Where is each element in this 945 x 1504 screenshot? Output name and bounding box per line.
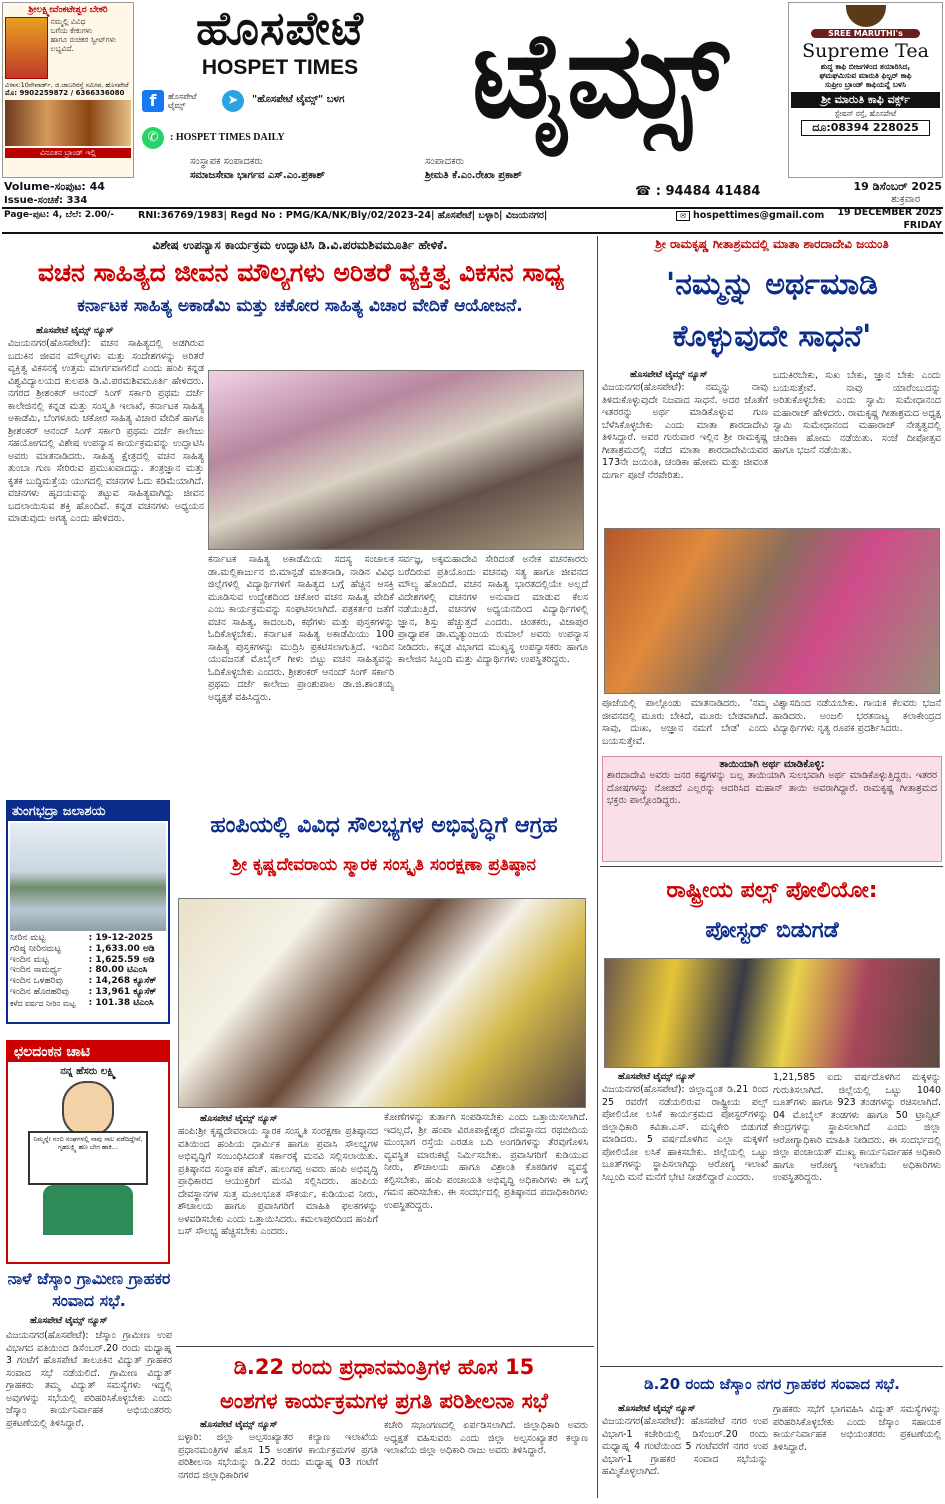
story4-photo [178,898,586,1108]
tea-product: Supreme Tea [802,40,929,62]
story1-column-2: ಕರ್ನಾಟಕ ಸಾಹಿತ್ಯ ಅಕಾಡೆಮಿಯ ಸದಸ್ಯ ಸಂಚಾಲಕ ಡಾ.ಮಲ್ಲಿಕಾರ್ಜುನ ಬಿ.ಮಾನ್ಪಡೆ ಮಾತನಾಡಿ, ನಾಡಿನ ವಿವಿಧ ಜಿಲ್ಲೆಗಳಲ್ಲಿ ವಿದ್ಯಾರ್ಥಿಗಳಿಗೆ ಸಾಹಿತ್ಯದ ಬಗ್ಗೆ ಹೆಚ್ಚಿನ ಆಸಕ್ತಿ ಮೂಡಿಸುವ ಉದ್ದೇಶದಿಂದ ಚಕೋರ ವಚನ ಸಾಹಿತ್ಯ ವೇದಿಕೆ ಎಂಬ ಕಾರ್ಯಕ್ರಮವನ್ನು ಸಂಘಟಿಸಲಾಗಿದೆ. ಪತ್ರಕರ್ತರ ಜತೆಗೆ ವಚನ ಸಾಹಿತ್ಯ, ಕಾದಂಬರಿ, ಕಥೆಗಳು ಮತ್ತು ಪುಸ್ತಕಗಳನ್ನು ಓದಿಕೊಳ್ಳಬೇಕು. ಕರ್ನಾಟಕ ಸಾಹಿತ್ಯ ಅಕಾಡೆಮಿಯು 100 ಸಾಹಿತ್ಯ ಪುಸ್ತಕಗಳನ್ನು ಮುದ್ರಿಸಿ ಪ್ರಕಟಿಸಲಾಗುತ್ತಿದೆ. ಇಂದಿನ ಯುವಜನತೆ ಮೊಬೈಲ್ ಗೀಳು ಬಿಟ್ಟು ವಚನ ಸಾಹಿತ್ಯವನ್ನು ಓದಿಕೊಳ್ಳಬೇಕು ಎಂದರು. ಶ್ರೀಶಂಕರ್ ಆನಂದ್ ಸಿಂಗ್ ಸರ್ಕಾರಿ ಪ್ರಥಮ ದರ್ಜೆ ಕಾಲೇಜು ಪ್ರಾಂಶುಪಾಲ ಡಾ.ಜಿ.ಶಾಂತಯ್ಯ ಅಧ್ಯಕ್ಷತೆ ವಹಿಸಿದ್ದರು. [208,554,394,703]
story6-headline-2: ಪೋಸ್ಟರ್ ಬಿಡುಗಡೆ [705,918,839,943]
volume: Volume-ಸಂಪುಟ: 44 [4,180,105,193]
story5-column-1: ಬಳ್ಳಾರಿ: ಜಿಲ್ಲಾ ಅಲ್ಪಸಂಖ್ಯಾತರ ಕಲ್ಯಾಣ ಇಲಾಖೆಯ ಪ್ರಧಾನಮಂತ್ರಿಗಳ ಹೊಸ 15 ಅಂಶಗಳ ಕಾರ್ಯಕ್ರಮಗಳ ಪ್ರಗತಿ ಪರಿಶೀಲನಾ ಸಭೆಯನ್ನು ಡಿ.22 ರಂದು ಮಧ್ಯಾಹ್ನ 03 ಗಂಟೆಗೆ ನಗರದ ಜಿಲ್ಲಾಧಿಕಾರಿಗಳ [178,1432,378,1481]
story4-byline: ಹೊಸಪೇಟೆ ಟೈಮ್ಸ್ ನ್ಯೂಸ್ [200,1114,278,1124]
facebook-icon[interactable]: f [142,90,164,112]
story1-subhead: ಕರ್ನಾಟಕ ಸಾಹಿತ್ಯ ಅಕಾಡೆಮಿ ಮತ್ತು ಚಕೋರ ಸಾಹಿತ್ಯ ವಿಚಾರ ವೇದಿಕೆ ಆಯೋಜನೆ. [77,296,523,316]
story3-byline: ಹೊಸಪೇಟೆ ಟೈಮ್ಸ್ ನ್ಯೂಸ್ [30,1316,108,1326]
tea-ad-line: ಶುದ್ಧ ಕಾಫಿ ಬೀಜಗಳಿಂದ ತಯಾರಿಸಿದ, [820,62,911,71]
dam-row [8,976,168,987]
story6-headline-1: ರಾಷ್ಟ್ರೀಯ ಪಲ್ಸ್ ಪೋಲಿಯೋ: [666,878,878,903]
date-kannada: 19 ಡಿಸೆಂಬರ್ 2025 [853,180,942,193]
whatsapp-icon[interactable]: ✆ [142,127,164,149]
dam-value: : 14,268 ಕ್ಯೂಸೆಕ್ [88,976,157,987]
dam-value: : 19-12-2025 [88,933,153,943]
left-bakery-ad [2,2,134,178]
story2-box-title: ತಾಯಿಯಾಗಿ ಅರ್ಥ ಮಾಡಿಕೊಳ್ಳಿ: [719,759,825,770]
story2-column-3: ಪೂಜೆಯಲ್ಲಿ ಪಾಲ್ಗೊಂಡು ಮಾತನಾಡಿದರು. 'ನಮ್ಮ ಜೀವನದಲ್ಲಿ ಮೂರು ಬೇಕಿದೆ, ಮೂರು ಬೇಡವಾಗಿದೆ. ಸಾವು, ದುಃಖ, ಅಜ್ಞಾನ ನಮಗೆ ಬೇಡ' ಎಂದು ಬಯಸುತ್ತೇವೆ. [602,698,768,747]
date-english: 19 DECEMBER 2025 [837,207,942,218]
cartoon-board-text: ನಿಮ್ಮನ್ನೇ ನಂಬಿ ಸಂಘಗಳಲ್ಲಿ ನಾವು ಸಾಲ ಪಡೆದಿದ್ದೇವೆ, ಗೃಹಲಕ್ಷ್ಮಿ ಹಣ ಬೇಗ ಹಾಕಿ... [33,1135,143,1151]
dam-label: ಇಂದಿನ ಮಟ್ಟ [10,954,49,965]
dam-label: ಇಂದಿನ ಹೊರಹರಿವು [10,986,69,997]
story6-divider [600,866,943,867]
phone-number: ☎ : 94484 41484 [635,184,761,199]
bakery-address: ವಿಳಾಸ:10ನೇವಾರ್ಡ್, ಜಿ.ಜಾಬರಿರಸ್ತೆ ಸಮೀಪ, ಹೊಸಪೇಟೆ [5,81,129,89]
story5-divider [176,1346,594,1347]
story5-column-2: ಕಚೇರಿ ಸಭಾಂಗಣದಲ್ಲಿ ಏರ್ಪಡಿಸಲಾಗಿದೆ. ಜಿಲ್ಲಾಧಿಕಾರಿ ಅವರು ಅಧ್ಯಕ್ಷತೆ ವಹಿಸುವರು ಎಂದು ಜಿಲ್ಲಾ ಅಲ್ಪಸಂಖ್ಯಾತರ ಕಲ್ಯಾಣ ಇಲಾಖೆಯ ಜಿಲ್ಲಾ ಅಧಿಕಾರಿ ರಾಜು ಅವರು ತಿಳಿಸಿದ್ದಾರೆ. [384,1420,588,1457]
telegram-label: "ಹೊಸಪೇಟೆ ಟೈಮ್ಸ್" ಬಳಗ [252,94,345,105]
dam-table [8,933,168,1009]
column-divider [597,236,598,1498]
masthead-title-english: HOSPET TIMES [201,56,359,79]
bakery-ad-line: ಹಾಗೂ ರುಚಿಕರ ಸ್ವೀಟ್‌ಗಳು ಲಭ್ಯವಿದೆ. [50,35,117,53]
story7-byline: ಹೊಸಪೇಟೆ ಟೈಮ್ಸ್ ನ್ಯೂಸ್ [618,1404,696,1414]
story4-headline-2: ಶ್ರೀ ಕೃಷ್ಣದೇವರಾಯ ಸ್ಮಾರಕ ಸಂಸ್ಕೃತಿ ಸಂರಕ್ಷಣಾ ಪ್ರತಿಷ್ಠಾನ [232,855,536,875]
cartoon-sari [43,1185,133,1235]
email-address[interactable]: hospettimes@gmail.com [693,210,825,221]
tea-shop-address: ಸ್ಟೇಷನ್ ರಸ್ತೆ, ಹೊಸಪೇಟೆ [834,109,897,118]
bakery-phone: ಮೊ: 9902259872 / 6366336080 [5,89,125,98]
story2-box-text: ಶಾರದಾದೇವಿ ಅವರು ಜನರ ಕಷ್ಟಗಳನ್ನು ಬಲ್ಲ ತಾಯಿಯಾಗಿ ಸುಲಭವಾಗಿ ಅರ್ಥ ಮಾಡಿಕೊಳ್ಳುತ್ತಿದ್ದರು. ಇತರರ ದೋಷಗಳನ್ನು ನೋಡದೆ ಎಲ್ಲರನ್ನು ಆದರಿಸಿದ ಮಹಾನ್ ತಾಯಿ ಅವರಾಗಿದ್ದಾರೆ. ರಾಮಕೃಷ್ಣ ಗೀತಾಶ್ರಮದ ಭಕ್ತರು ಪಾಲ್ಗೊಂಡಿದ್ದರು. [607,770,937,807]
editor-label: ಸಂಪಾದಕರು [425,156,465,167]
story2-column-4: ವಿಶ್ವಾಸದಿಂದ ನಡೆಯಬೇಕು. ಗಾಯಕ ಕೆಲವರು ಭಜನೆ ಹಾಡಿದರು. ಅಂಜಲಿ ಭರತನಾಟ್ಯ ಕಲಾಕೇಂದ್ರದ ವಿದ್ಯಾರ್ಥಿಗಳು ನೃತ್ಯ ರೂಪಕ ಪ್ರದರ್ಶಿಸಿದರು. [773,698,941,735]
dam-value: : 13,961 ಕ್ಯೂಸೆಕ್ [88,986,157,997]
dam-label: ಕಳೆದ ವರ್ಷದ ನೀರಿನ ಮಟ್ಟ [10,998,76,1008]
cartoon-board [28,1131,148,1185]
header-rule [2,207,943,209]
cartoon-caption: ನನ್ನ ಹೆಸರು ಲಕ್ಷ್ಮಿ [60,1066,116,1077]
story4-headline-1: ಹಂಪಿಯಲ್ಲಿ ವಿವಿಧ ಸೌಲಭ್ಯಗಳ ಅಭಿವೃದ್ಧಿಗೆ ಆಗ್ರಹ [210,813,558,838]
tea-ad-line: ಘಮಘಮಿಸುವ ಮಾರುತಿ ಫಿಲ್ಟರ್ ಕಾಫಿ [819,71,912,80]
whatsapp-label: : HOSPET TIMES DAILY [170,132,285,143]
dam-row [8,944,168,955]
story4-column-2: ಕೋಣೆಗಳನ್ನು ತುರ್ತಾಗಿ ಸಂಪಡಿಸಬೇಕು ಎಂದು ಒತ್ತಾಯಿಸಲಾಗಿದೆ. ಇದಲ್ಲದೆ, ಶ್ರೀ ಹಂಪಾ ವಿರೂಪಾಕ್ಷೇಶ್ವರ ದೇವಸ್ಥಾನದ ರಥಬೀದಿಯ ಮುಂಭಾಗ ರಸ್ತೆಯ ಎರಡೂ ಬದಿ ಅಂಗಡಿಗಳನ್ನು ತೆರವುಗೊಳಿಸಿ ವ್ಯವಸ್ಥಿತ ಮಾರುಕಟ್ಟೆ ನಿರ್ಮಿಸಬೇಕು. ಪ್ರವಾಸಿಗರಿಗೆ ಕುಡಿಯುವ ನೀರು, ಶೌಚಾಲಯ ಹಾಗೂ ವಿಶ್ರಾಂತಿ ಕೊಠಡಿಗಳ ವ್ಯವಸ್ಥೆ ಕಲ್ಪಿಸಬೇಕು. ಹಂಪಿ ಪಂಚಾಯತಿ ಅಭಿವೃದ್ಧಿ ಅಧಿಕಾರಿಗಳು ಈ ಬಗ್ಗೆ ಗಮನ ಹರಿಸಬೇಕು. ಈ ಸಂದರ್ಭದಲ್ಲಿ ಪ್ರತಿಷ್ಠಾನದ ಪದಾಧಿಕಾರಿಗಳು ಉಪಸ್ಥಿತರಿದ್ದರು. [384,1112,588,1211]
editor-name: ಶ್ರೀಮತಿ ಕೆ.ಎಂ.ರೇಖಾ ಪ್ರಕಾಶ್ [425,170,522,181]
story3-headline: ನಾಳೆ ಜೆಸ್ಕಾಂ ಗ್ರಾಮೀಣ ಗ್ರಾಹಕರ ಸಂವಾದ ಸಭೆ. [7,1269,171,1310]
story5-headline-1: ಡಿ.22 ರಂದು ಪ್ರಧಾನಮಂತ್ರಿಗಳ ಹೊಸ 15 [233,1355,535,1379]
bakery-footer: ವಿನೂತನ ಬ್ರಾಂಡ್ ಇಲ್ಲಿ [5,148,131,158]
story2-headline-2: ಕೊಳ್ಳುವುದೇ ಸಾಧನೆ' [672,319,872,354]
story1-photo [208,370,584,550]
masthead-title-big: ಟೈಮ್ಸ್ [471,5,729,144]
dam-row [8,965,168,976]
story7-column-1: ವಿಜಯನಗರ(ಹೊಸಪೇಟೆ): ಹೊಸಪೇಟೆ ನಗರ ಉಪ ವಿಭಾಗ-1 ಕಚೇರಿಯಲ್ಲಿ ಡಿಸೆಂಬರ್.20 ರಂದು ಮಧ್ಯಾಹ್ನ 4 ಗಂಟೆಯಿಂದ 5 ಗಂಟೆವರೆಗೆ ನಗರ ಉಪ ವಿಭಾಗ-1 ಗ್ರಾಹಕರ ಸಂವಾದ ಸಭೆಯನ್ನು ಹಮ್ಮಿಕೊಳ್ಳಲಾಗಿದೆ. [602,1416,768,1478]
story2-byline: ಹೊಸಪೇಟೆ ಟೈಮ್ಸ್ ನ್ಯೂಸ್ [630,370,708,380]
story2-kicker: ಶ್ರೀ ರಾಮಕೃಷ್ಣ ಗೀತಾಶ್ರಮದಲ್ಲಿ ಮಾತಾ ಶಾರದಾದೇವಿ ಜಯಂತಿ [655,237,889,251]
story1-column-1: ವಿಜಯನಗರ(ಹೊಸಪೇಟೆ): ವಚನ ಸಾಹಿತ್ಯದಲ್ಲಿ ಅಡಗಿರುವ ಬದುಕಿನ ಜೀವನ ಮೌಲ್ಯಗಳು ಮತ್ತು ಸಂದೇಶಗಳನ್ನು ಅರಿತರೆ ವ್ಯಕ್ತಿತ್ವ ವಿಕಸನಕ್ಕೆ ಉತ್ತಮ ಮಾರ್ಗವಾಗಲಿದೆ ಎಂದು ಹಂಪಿ ಕನ್ನಡ ವಿಶ್ವವಿದ್ಯಾಲಯದ ಕುಲಪತಿ ಡಿ.ವಿ.ಪರಮಶಿವಮೂರ್ತಿ ಹೇಳಿದರು. ನಗರದ ಶ್ರೀಶಂಕರ್ ಆನಂದ್ ಸಿಂಗ್ ಸರ್ಕಾರಿ ಪ್ರಥಮ ದರ್ಜೆ ಕಾಲೇಜಿನಲ್ಲಿ ಕನ್ನಡ ಮತ್ತು ಸಂಸ್ಕೃತಿ ಇಲಾಖೆ, ಕರ್ನಾಟಕ ಸಾಹಿತ್ಯ ಅಕಾಡೆಮಿ, ಬೆಂಗಳೂರು ಚಕೋರ ಸಾಹಿತ್ಯ ವಿಚಾರ ವೇದಿಕೆ ಹಾಗೂ ಶ್ರೀಶಂಕರ್ ಆನಂದ್ ಸಿಂಗ್ ಸರ್ಕಾರಿ ಪ್ರಥಮ ದರ್ಜೆ ಕಾಲೇಜು ಸಹಯೋಗದಲ್ಲಿ ವಿಶೇಷ ಉಪನ್ಯಾಸ ಕಾರ್ಯಕ್ರಮವನ್ನು ಉದ್ಘಾಟಿಸಿ ಅವರು ಮಾತನಾಡಿದರು. ಸಾಹಿತ್ಯ ಕ್ಷೇತ್ರದಲ್ಲಿ ವಚನ ಸಾಹಿತ್ಯ ತುಂಬಾ ಗುಣ ಸೇರಿರುವ ಪ್ರಮುಖವಾದದ್ದು. ತಂತ್ರಜ್ಞಾನ ಮತ್ತು ಕೃತಕ ಬುದ್ಧಿಮತ್ತೆಯ ಯುಗದಲ್ಲಿ ವಚನಗಳ ಓದು ಕಡಿಮೆಯಾಗಿದೆ. ವಚನಗಳು ಹೃದಯವನ್ನು ತಟ್ಟುವ ಸಾಹಿತ್ಯವಾಗಿದ್ದು ಜೀವನ ಬದಲಾಯಿಸುವ ಶಕ್ತಿ ಹೊಂದಿವೆ. ಕನ್ನಡ ವಚನಗಳು ಅಧ್ಯಯನ ಮಾಡುವುದು ಅಗತ್ಯ ಎಂದು ಹೇಳಿದರು. [8,338,204,525]
story1-column-3: ಸರ್ವಜ್ಞ, ಅಕ್ಕಮಹಾದೇವಿ ಸೇರಿದಂತೆ ಅನೇಕ ವಚನಕಾರರು ಬರೆದಿರುವ ಪ್ರತಿಯೊಂದು ವಚನವು ಸತ್ಯ ಹಾಗೂ ಜೀವನದ ಮೌಲ್ಯ ಹೊಂದಿದೆ. ವಚನ ಸಾಹಿತ್ಯ ಭಾರತದಲ್ಲಿಯೇ ಅಲ್ಲದೆ ವಿದೇಶಗಳಲ್ಲಿ ವಚನಗಳ ಅನುವಾದ ಮಾಡುವ ಕೆಲಸ ನಡೆಯುತ್ತಿದೆ. ವಚನಗಳ ಅಧ್ಯಯನದಿಂದ ವಿದ್ಯಾರ್ಥಿಗಳಲ್ಲಿ ಜ್ಞಾನ, ಶಿಸ್ತು ಹೆಚ್ಚುತ್ತದೆ ಎಂದರು. ಚಿಂತಕರು, ವಿಜಾಪುರ ಪ್ರಾಧ್ಯಾಪಕ ಡಾ.ಮೃತ್ಯುಂಜಯ ರುಮಾಲೆ ಅವರು ಉಪನ್ಯಾಸ ನೀಡಿದರು. ಕನ್ನಡ ವಿಭಾಗದ ಮುಖ್ಯಸ್ಥ ಉಪನ್ಯಾಸಕರು ಹಾಗೂ ಕಾಲೇಜಿನ ಸಿಬ್ಬಂದಿ ಮತ್ತು ವಿದ್ಯಾರ್ಥಿಗಳು ಉಪಸ್ಥಿತರಿದ್ದರು. [398,554,588,666]
issue: Issue-ಸಂಚಿಕೆ: 334 [4,195,88,206]
founder-name: ಸಮಾಜಸೇವಾ ಭಾರ್ಗವ ಎಸ್.ಎಂ.ಪ್ರಕಾಶ್ [190,170,325,181]
story6-byline: ಹೊಸಪೇಟೆ ಟೈಮ್ಸ್ ನ್ಯೂಸ್ [618,1072,696,1082]
telegram-icon[interactable]: ➤ [222,90,244,112]
bakery-ad-line: ಬಗೆಯ ಕೇಕುಗಳು [50,26,93,35]
story2-column-2: ಬದುಕಿರಬೇಕು, ಸುಖ ಬೇಕು, ಜ್ಞಾನ ಬೇಕು ಎಂದು ಬಯಸುತ್ತೇವೆ. ನಾವು ಯಾರೆಂಬುದನ್ನು ಅರಿತುಕೊಳ್ಳಬೇಕು ಎಂದು ಸ್ವಾಮಿ ಸುಮೇಧಾನಂದ ಮಹಾರಾಜ್ ಹೇಳಿದರು. ರಾಮಕೃಷ್ಣ ಗೀತಾಶ್ರಮದ ಅಧ್ಯಕ್ಷ ಸ್ವಾಮಿ ಸುಮೇಧಾನಂದ ಮಹಾರಾಜ್ ನೇತೃತ್ವದಲ್ಲಿ ಚಂಡಿಕಾ ಹೋಮ ನಡೆಯಿತು. ಸಂಜೆ ದೀಪೋತ್ಸವ ಹಾಗೂ ಭಜನೆ ನಡೆಯಿತು. [773,370,941,457]
tea-cup-logo [846,5,886,27]
page-price: Page-ಪುಟ: 4, ಬೆಲೆ: 2.00/- [4,210,115,220]
story6-column-1: ವಿಜಯನಗರ(ಹೊಸಪೇಟೆ): ಜಿಲ್ಲಾದ್ಯಂತ ಡಿ.21 ರಿಂದ 25 ರವರೆಗೆ ನಡೆಯಲಿರುವ ರಾಷ್ಟ್ರೀಯ ಪಲ್ಸ್ ಪೋಲಿಯೋ ಲಸಿಕೆ ಕಾರ್ಯಕ್ರಮದ ಪೋಸ್ಟರ್‌ಗಳನ್ನು ಜಿಲ್ಲಾಧಿಕಾರಿ ಕವಿತಾ.ಎಸ್. ಮನ್ನಿಕೇರಿ ಬಿಡುಗಡೆ ಮಾಡಿದರು. 5 ವರ್ಷದೊಳಗಿನ ಎಲ್ಲಾ ಮಕ್ಕಳಿಗೆ ಪೋಲಿಯೋ ಲಸಿಕೆ ಹಾಕಿಸಬೇಕು. ಜಿಲ್ಲೆಯಲ್ಲಿ ಒಟ್ಟು ಬೂತ್‌ಗಳನ್ನು ಸ್ಥಾಪಿಸಲಾಗಿದ್ದು ಆರೋಗ್ಯ ಇಲಾಖೆ ಸಿಬ್ಬಂದಿ ಮನೆ ಮನೆಗೆ ಭೇಟಿ ನೀಡಲಿದ್ದಾರೆ ಎಂದರು. [602,1084,768,1183]
founder-label: ಸಂಸ್ಥಾಪಕ ಸಂಪಾದಕರು [190,156,263,167]
dam-label: ಗರಿಷ್ಠ ನೀರಿನಮಟ್ಟ [10,943,62,954]
email-icon: ✉ [676,211,690,221]
story5-byline: ಹೊಸಪೇಟೆ ಟೈಮ್ಸ್ ನ್ಯೂಸ್ [200,1420,278,1430]
story2-column-1: ವಿಜಯನಗರ(ಹೊಸಪೇಟೆ): ನಮ್ಮನ್ನು ನಾವು ತಿಳಿದುಕೊಳ್ಳುವುದೇ ನಿಜವಾದ ಸಾಧನೆ. ಅದರ ಜೊತೆಗೆ ಇತರರನ್ನು ಅರ್ಥ ಮಾಡಿಕೊಳ್ಳುವ ಗುಣ ಬೆಳೆಸಿಕೊಳ್ಳಬೇಕು ಎಂದು ಮಾತಾ ಶಾರದಾದೇವಿ ತಿಳಿಸಿದ್ದಾರೆ. ಅವರ ಗುರುವಾರ ಇಲ್ಲಿನ ಶ್ರೀ ರಾಮಕೃಷ್ಣ ಗೀತಾಶ್ರಮದಲ್ಲಿ ನಡೆದ ಮಾತಾ ಶಾರದಾದೇವಿಯವರ 173ನೇ ಜಯಂತಿ, ಚಂಡಿಕಾ ಹೋಮ ಮತ್ತು ಜೀವಂತ ದುರ್ಗಾ ಪೂಜೆ ನೆರವೇರಿತು. [602,382,768,481]
tea-brand: SREE MARUTHI's [811,29,920,38]
story4-column-1: ಹಂಪಿ:ಶ್ರೀ ಕೃಷ್ಣದೇವರಾಯ ಸ್ಮಾರಕ ಸಂಸ್ಕೃತಿ ಸಂರಕ್ಷಣಾ ಪ್ರತಿಷ್ಠಾನದ ವತಿಯಿಂದ ಹಂಪಿಯ ಧಾರ್ಮಿಕ ಹಾಗೂ ಪ್ರವಾಸಿ ಸೌಲಭ್ಯಗಳ ಅಭಿವೃದ್ಧಿಗೆ ಸಂಬಂಧಿಸಿದಂತೆ ಸರ್ಕಾರಕ್ಕೆ ಮನವಿ ಸಲ್ಲಿಸಲಾಯಿತು. ಪ್ರತಿಷ್ಠಾನದ ಸಂಸ್ಥಾಪಕ ಹೆಚ್. ಹುಲುಗಪ್ಪ ಅವರು ಹಂಪಿ ಅಭಿವೃದ್ಧಿ ಪ್ರಾಧಿಕಾರದ ಆಯುಕ್ತರಿಗೆ ಮನವಿ ಸಲ್ಲಿಸಿದರು. ಹಂಪಿಯ ದೇವಸ್ಥಾನಗಳ ಸುತ್ತ ಮೂಲಭೂತ ಸೌಕರ್ಯ, ಕುಡಿಯುವ ನೀರು, ಶೌಚಾಲಯ ಹಾಗೂ ಪ್ರವಾಸಿಗರಿಗೆ ಮಾಹಿತಿ ಫಲಕಗಳನ್ನು ಅಳವಡಿಸಬೇಕು ಎಂದು ಒತ್ತಾಯಿಸಿದರು. ಕಮಲಾಪುರದಿಂದ ಹಂಪಿಗೆ ಬಸ್ ಸೌಲಭ್ಯ ಹೆಚ್ಚಿಸಬೇಕು ಎಂದರು. [178,1126,378,1238]
header-rule-2 [2,232,943,234]
cartoon-box [6,1040,170,1264]
dam-row [8,955,168,966]
dam-row [8,933,168,944]
story2-info-box [602,756,942,862]
deity-image [5,17,48,79]
dam-row [8,998,168,1009]
tea-shop-phone: ದೂ:08394 228025 [801,120,930,136]
story1-headline: ವಚನ ಸಾಹಿತ್ಯದ ಜೀವನ ಮೌಲ್ಯಗಳು ಅರಿತರೆ ವ್ಯಕ್ತಿತ್ವ ವಿಕಸನ ಸಾಧ್ಯ [37,258,565,287]
registration-line: RNI:36769/1983| Regd No : PMG/KA/NK/Bly/02/2023-24| ಹೊಸಪೇಟೆ| ಬಳ್ಳಾರಿ| ವಿಜಯನಗರ| [138,210,548,221]
facebook-label: ಹೊಸಪೇಟೆ ಟೈಮ್ಸ್ [168,92,197,110]
day-english: FRIDAY [903,220,942,231]
dam-label: ನೀರಿನ ಮಟ್ಟ [10,933,46,943]
dam-box [6,800,170,1024]
bakery-ad-title: ಶ್ರೀಲಕ್ಷ್ಮೀವೆಂಕಟೇಶ್ವರ ಬೇಕರಿ [28,5,108,15]
story7-column-2: ಗ್ರಾಹಕರು ಸಭೆಗೆ ಭಾಗವಹಿಸಿ ವಿದ್ಯುತ್ ಸಮಸ್ಯೆಗಳನ್ನು ಪರಿಹರಿಸಿಕೊಳ್ಳಬೇಕು ಎಂದು ಜೆಸ್ಕಾಂ ಸಹಾಯಕ ಕಾರ್ಯನಿರ್ವಾಹಕ ಅಭಿಯಂತರರು ಪ್ರಕಟಣೆಯಲ್ಲಿ ತಿಳಿಸಿದ್ದಾರೆ. [773,1404,941,1453]
dam-label: ಇಂದಿನ ಒಳಹರಿವು [10,976,63,987]
dam-label: ಇಂದಿನ ಸಾಮರ್ಥ್ಯ [10,965,62,976]
story1-kicker: ವಿಶೇಷ ಉಪನ್ಯಾಸ ಕಾರ್ಯಕ್ರಮ ಉದ್ಘಾಟಿಸಿ ಡಿ.ವಿ.ಪರಮಶಿವಮೂರ್ತಿ ಹೇಳಿಕೆ. [152,238,448,252]
right-tea-ad [788,2,943,178]
masthead-title-kannada: ಹೊಸಪೇಟೆ [195,1,365,55]
tea-ad-line: ಸುಪ್ರೀಂ ಬ್ರಾಂಡ್ ಕಾಫಿಯನ್ನೆ ಬಳಸಿ [825,80,906,89]
bakery-cakes-image [5,100,131,146]
day-kannada: ಶುಕ್ರವಾರ [891,194,920,205]
cartoon-face [62,1081,114,1137]
dam-title: ತುಂಗಭದ್ರಾ ಜಲಾಶಯ [8,802,168,821]
dam-photo [10,823,166,931]
story6-column-2: 1,21,585 ಐದು ವರ್ಷದೊಳಗಿನ ಮಕ್ಕಳನ್ನು ಗುರುತಿಸಲಾಗಿದೆ. ಜಿಲ್ಲೆಯಲ್ಲಿ ಒಟ್ಟು 1040 ಬೂತ್‌ಗಳು ಹಾಗೂ 923 ತಂಡಗಳನ್ನು ರಚಿಸಲಾಗಿದೆ. 04 ಮೊಬೈಲ್ ತಂಡಗಳು ಹಾಗೂ 50 ಟ್ರಾನ್ಸಿಟ್ ಕೇಂದ್ರಗಳನ್ನು ಸ್ಥಾಪಿಸಲಾಗಿದೆ ಎಂದು ಜಿಲ್ಲಾ ಆರೋಗ್ಯಾಧಿಕಾರಿ ಮಾಹಿತಿ ನೀಡಿದರು. ಈ ಸಂದರ್ಭದಲ್ಲಿ ಜಿಲ್ಲಾ ಪಂಚಾಯತ್ ಮುಖ್ಯ ಕಾರ್ಯನಿರ್ವಾಹಕ ಅಧಿಕಾರಿ ಹಾಗೂ ಆರೋಗ್ಯ ಇಲಾಖೆಯ ಅಧಿಕಾರಿಗಳು ಉಪಸ್ಥಿತರಿದ್ದರು. [773,1072,941,1184]
dam-row [8,987,168,998]
bakery-ad-line: ನಮ್ಮಲ್ಲಿ ವಿವಿಧ [50,17,86,26]
story7-headline: ಡಿ.20 ರಂದು ಜೆಸ್ಕಾಂ ನಗರ ಗ್ರಾಹಕರ ಸಂವಾದ ಸಭೆ. [644,1375,900,1393]
tea-shop-name: ಶ್ರೀ ಮಾರುತಿ ಕಾಫಿ ವರ್ಕ್ಸ್ [791,92,940,108]
story1-byline: ಹೊಸಪೇಟೆ ಟೈಮ್ಸ್ ನ್ಯೂಸ್ [36,326,114,336]
cartoon-title: ಛಲದಂಕನ ಚಾಟಿ [8,1042,168,1062]
story2-headline-1: 'ನಮ್ಮನ್ನು ಅರ್ಥಮಾಡಿ [666,267,878,302]
story5-headline-2: ಅಂಶಗಳ ಕಾರ್ಯಕ್ರಮಗಳ ಪ್ರಗತಿ ಪರಿಶೀಲನಾ ಸಭೆ [220,1389,548,1413]
story7-divider [600,1366,943,1367]
story6-photo [604,958,940,1068]
dam-value: : 1,625.59 ಅಡಿ [88,954,155,965]
dam-value: : 1,633.00 ಅಡಿ [88,943,155,954]
dam-value: : 80.00 ಟಿಎಂಸಿ [88,965,148,976]
story2-photo [604,528,940,694]
dam-value: : 101.38 ಟಿಎಂಸಿ [88,997,154,1008]
story3-text: ವಿಜಯನಗರ(ಹೊಸಪೇಟೆ): ಜೆಸ್ಕಾಂ ಗ್ರಾಮೀಣ ಉಪ ವಿಭಾಗದ ವತಿಯಿಂದ ಡಿಸೆಂಬರ್.20 ರಂದು ಮಧ್ಯಾಹ್ನ 3 ಗಂಟೆಗೆ ಹೊಸಪೇಟೆ ತಾಲೂಕಿನ ವಿದ್ಯುತ್ ಗ್ರಾಹಕರ ಸಂವಾದ ಸಭೆ ನಡೆಯಲಿದೆ. ಗ್ರಾಮೀಣ ವಿದ್ಯುತ್ ಗ್ರಾಹಕರು ತಮ್ಮ ವಿದ್ಯುತ್ ಸಮಸ್ಯೆಗಳು ಇದ್ದಲ್ಲಿ ಅವುಗಳನ್ನು ಸಭೆಯಲ್ಲಿ ಪರಿಹರಿಸಿಕೊಳ್ಳಬೇಕು ಎಂದು ಜೆಸ್ಕಾಂ ಕಾರ್ಯನಿರ್ವಾಹಕ ಅಭಿಯಂತರರು ಪ್ರಕಟಣೆಯಲ್ಲಿ ತಿಳಿಸಿದ್ದಾರೆ. [6,1330,172,1429]
